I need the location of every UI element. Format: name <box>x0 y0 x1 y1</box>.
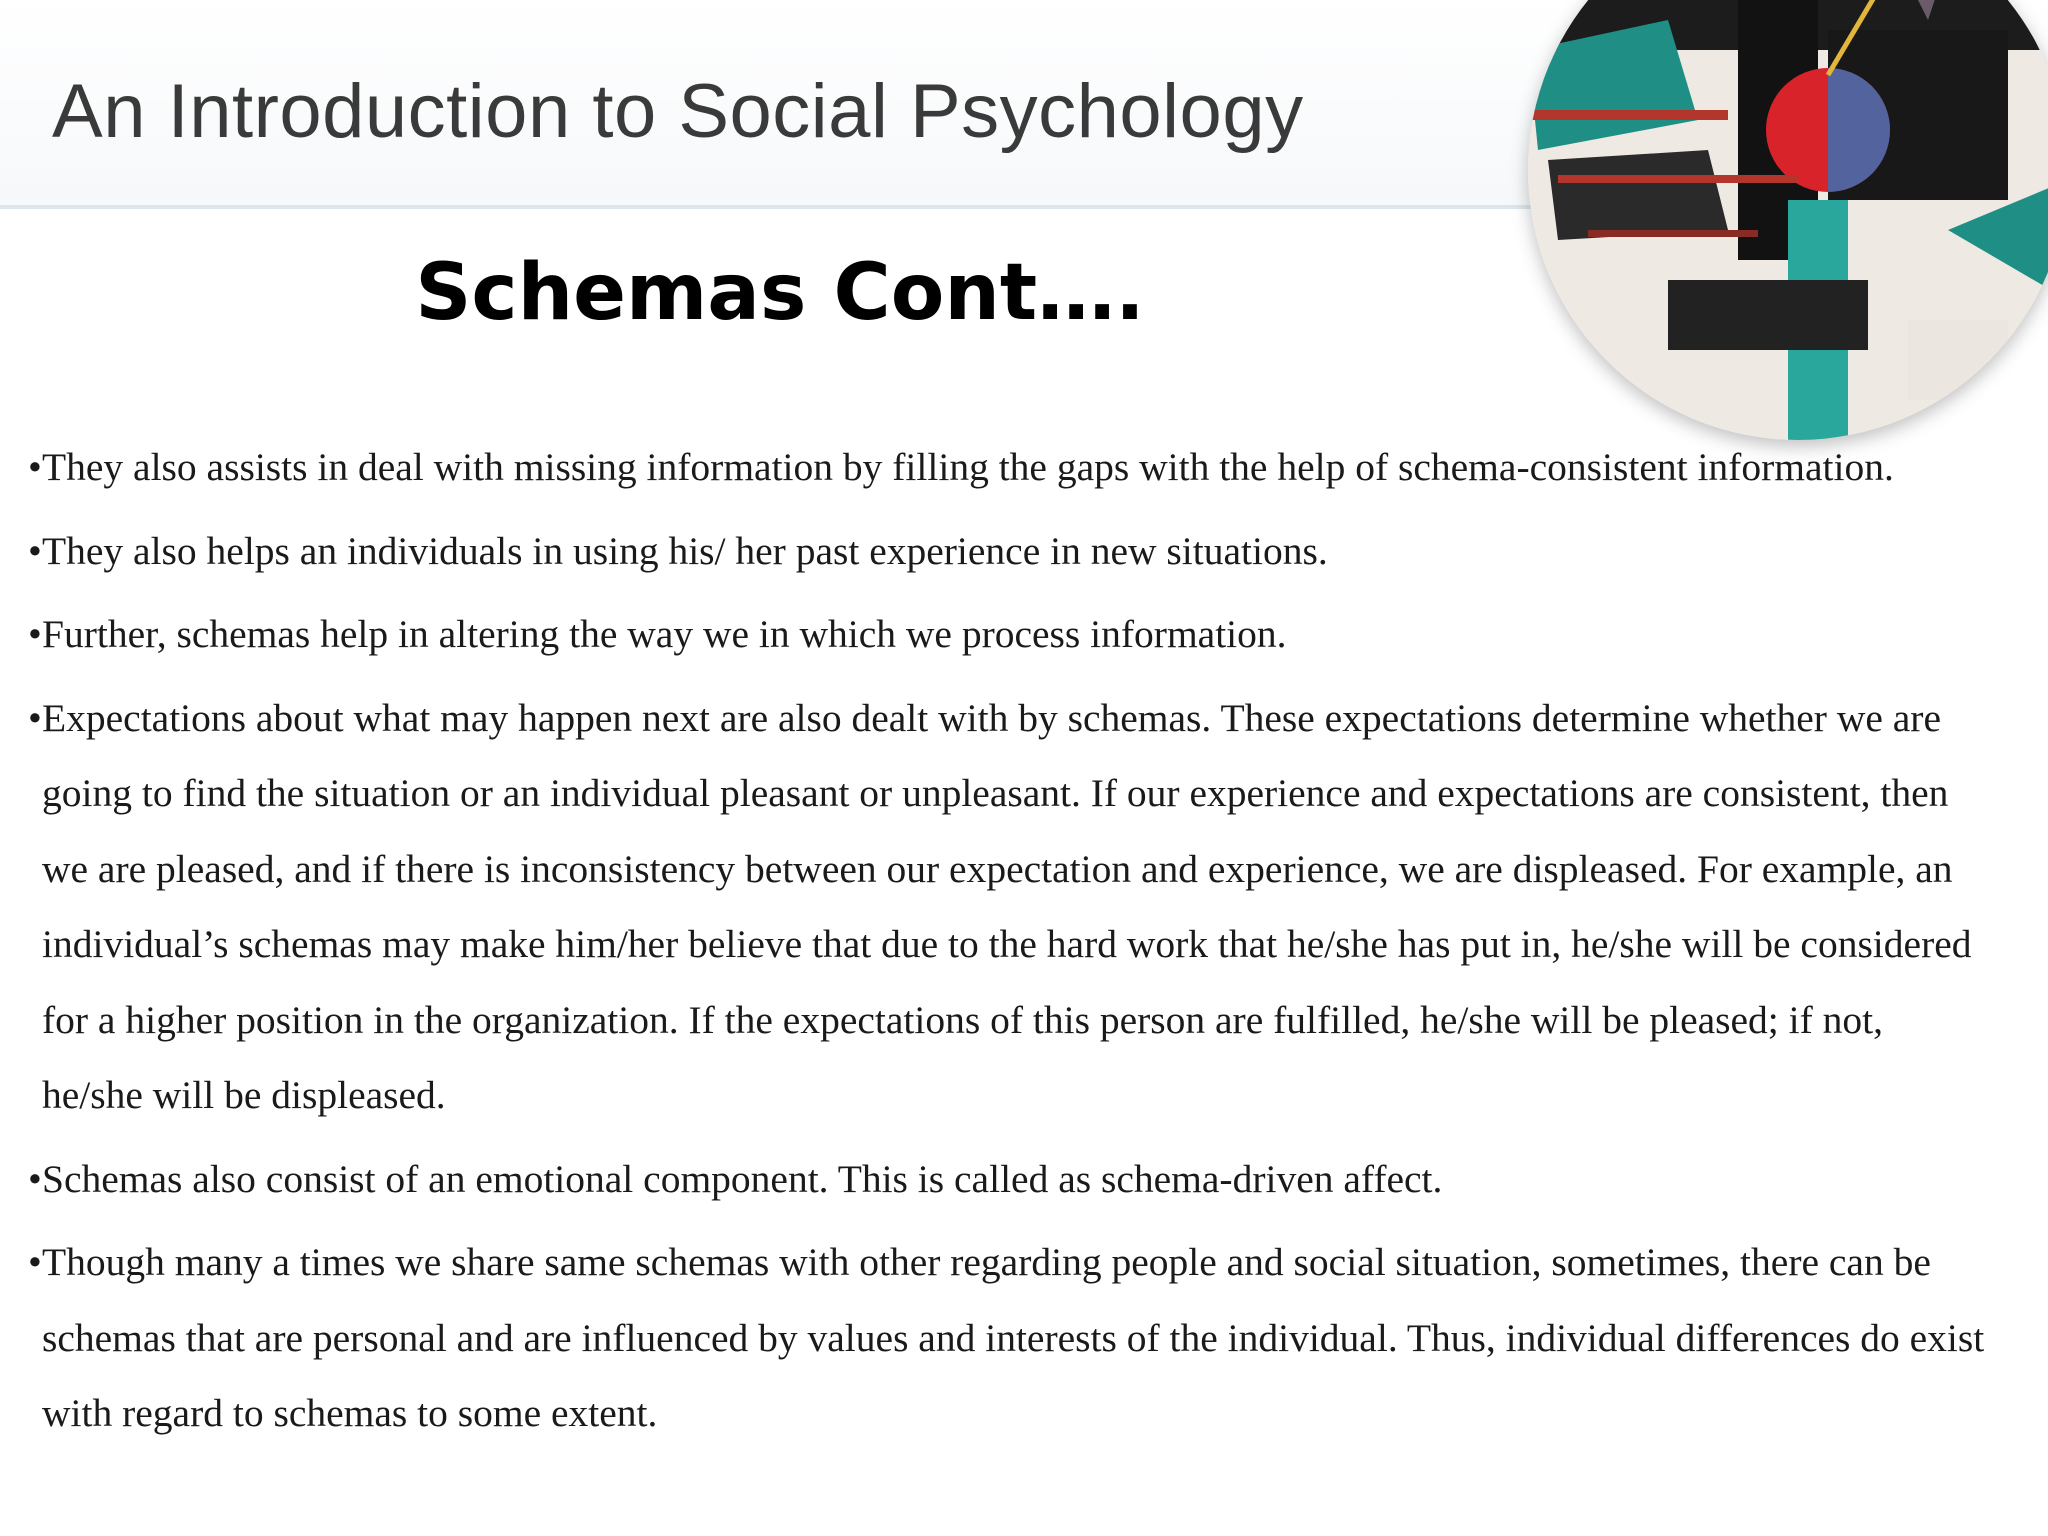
bullet-marker: • <box>28 695 42 740</box>
bullet-text-content: They also assists in deal with missing information by filling the gaps with the help of schema-consistent information. <box>42 445 1894 489</box>
bullet-list <box>28 430 1988 1460</box>
bullet-item <box>28 597 1988 673</box>
bullet-marker: • <box>28 445 42 489</box>
bullet-marker: • <box>28 1156 42 1201</box>
bullet-item <box>28 1225 1988 1452</box>
bullet-text: They also helps an individuals in using his/ her past experience in new situations. <box>42 528 1328 573</box>
slide-title: Schemas Cont…. <box>415 248 1145 338</box>
bullet-item <box>28 1142 1988 1218</box>
bullet-item <box>28 430 1988 506</box>
bullet-text: Further, schemas help in altering the way we in which we process information. <box>42 612 1287 656</box>
bullet-text: Though many a times we share same schemas with other regarding people and social situation, sometimes, there can be schemas that are personal and are influenced by values and interests of the individual. Thus, individual differences do exist with regard to schemas to some extent. <box>42 1240 1985 1435</box>
bullet-text: Schemas also consist of an emotional component. This is called as schema-driven affect. <box>42 1156 1443 1201</box>
header-divider <box>0 205 1560 209</box>
bullet-text <box>42 430 1988 506</box>
bullet-marker: • <box>28 612 42 656</box>
book-title: An Introduction to Social Psychology <box>52 69 1304 154</box>
bullet-item <box>28 514 1988 590</box>
bullet-item <box>28 681 1988 1134</box>
bullet-marker: • <box>28 1240 42 1284</box>
bullet-text: Expectations about what may happen next are also dealt with by schemas. These expectations determine whether we are going to find the situation or an individual pleasant or unpleasant. If our experience and expectations are consistent, then we are pleased, and if there is inconsistency between our expectation and experience, we are displeased. For example, an individual’s schemas may make him/her believe that due to the hard work that he/she has put in, he/she will be considered for a higher position in the organization. If the expectations of this person are fulfilled, he/she will be pleased; if not, he/she will be displeased. <box>42 695 1972 1117</box>
bullet-marker: • <box>28 528 42 573</box>
abstract-art-image <box>1528 0 2048 440</box>
